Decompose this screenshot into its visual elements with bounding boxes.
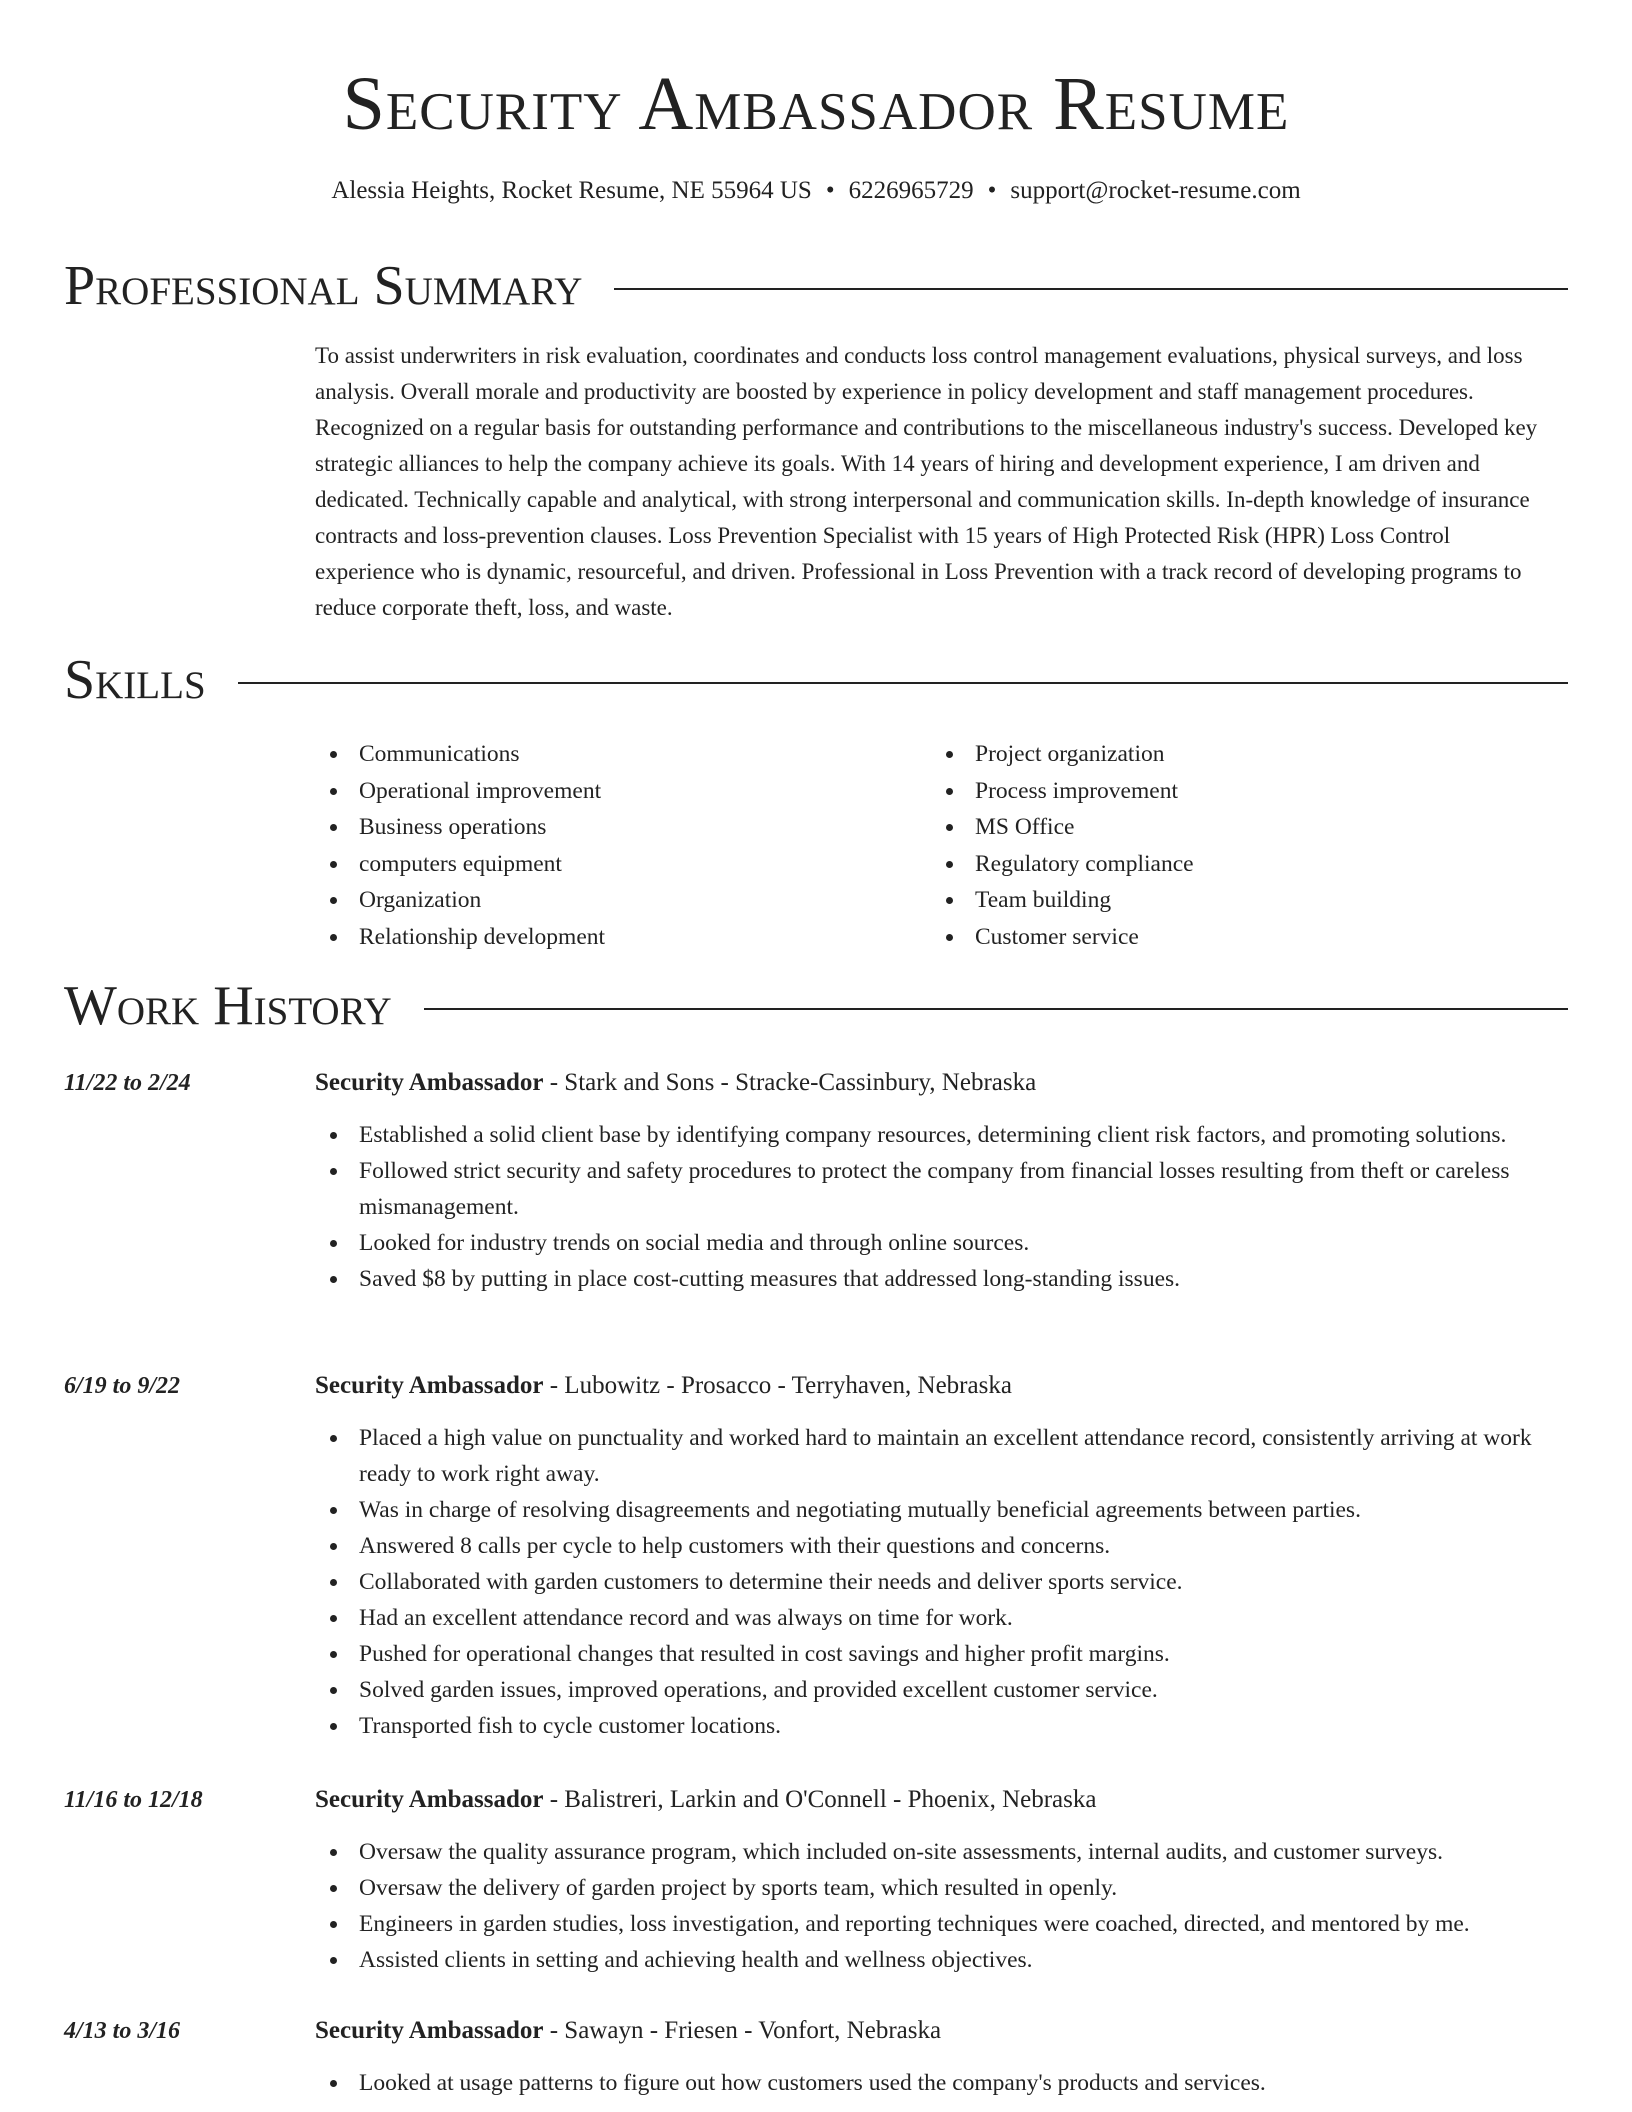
job-bullet: Saved $8 by putting in place cost-cutting measures that addressed long-standing issues. bbox=[315, 1261, 1560, 1297]
contact-separator: • bbox=[987, 177, 997, 204]
skill-item: Regulatory compliance bbox=[931, 846, 1194, 883]
job-bullet: Had an excellent attendance record and was always on time for work. bbox=[315, 1600, 1560, 1636]
skill-item: Operational improvement bbox=[315, 773, 605, 810]
job-bullet: Looked for industry trends on social media and through online sources. bbox=[315, 1225, 1560, 1261]
job-bullet: Established a solid client base by identifying company resources, determining client risk factors, and promoting solutions. bbox=[315, 1117, 1560, 1153]
skill-item: Project organization bbox=[931, 736, 1194, 773]
job-bullet: Placed a high value on punctuality and worked hard to maintain an excellent attendance record, consistently arriving at work ready to work right away. bbox=[315, 1420, 1560, 1492]
skill-item: MS Office bbox=[931, 809, 1194, 846]
skill-item: Process improvement bbox=[931, 773, 1194, 810]
job-bullets bbox=[315, 2065, 1560, 2101]
job-bullet: Collaborated with garden customers to determine their needs and deliver sports service. bbox=[315, 1564, 1560, 1600]
job-bullet: Looked at usage patterns to figure out how customers used the company's products and services. bbox=[315, 2065, 1560, 2101]
job-heading bbox=[315, 1369, 1012, 1403]
contact-line bbox=[0, 174, 1632, 208]
contact-email: support@rocket-resume.com bbox=[1010, 177, 1301, 204]
job-heading bbox=[315, 2014, 941, 2048]
section-title-summary: Professional Summary bbox=[64, 255, 583, 317]
job-dates: 11/16 to 12/18 bbox=[64, 1787, 203, 1813]
summary-text: To assist underwriters in risk evaluation, coordinates and conducts loss control management evaluations, physical surveys, and loss analysis. Overall morale and productivity are boosted by experience in policy development and staff management procedures. Recognized on a regular basis for outstanding performance and contributions to the miscellaneous industry's success. Developed key strategic alliances to help the company achieve its goals. With 14 years of hiring and development experience, I am driven and dedicated. Technically capable and analytical, with strong interpersonal and communication skills. In-depth knowledge of insurance contracts and loss-prevention clauses. Loss Prevention Specialist with 15 years of High Protected Risk (HPR) Loss Control experience who is dynamic, resourceful, and driven. Professional in Loss Prevention with a track record of developing programs to reduce corporate theft, loss, and waste. bbox=[315, 343, 1538, 620]
job-bullet: Answered 8 calls per cycle to help customers with their questions and concerns. bbox=[315, 1528, 1560, 1564]
job-bullet: Pushed for operational changes that resulted in cost savings and higher profit margins. bbox=[315, 1636, 1560, 1672]
contact-address: Alessia Heights, Rocket Resume, NE 55964 US bbox=[331, 177, 812, 204]
section-divider bbox=[238, 682, 1568, 684]
job-bullet: Engineers in garden studies, loss investigation, and reporting techniques were coached, directed, and mentored by me. bbox=[315, 1906, 1560, 1942]
job-bullets bbox=[315, 1834, 1560, 1978]
job-employer: - Stark and Sons - Stracke-Cassinbury, Nebraska bbox=[543, 1069, 1037, 1096]
section-title-work-history: Work History bbox=[64, 975, 392, 1037]
section-divider bbox=[614, 288, 1568, 290]
section-title-skills: Skills bbox=[64, 649, 206, 711]
job-dates: 6/19 to 9/22 bbox=[64, 1373, 181, 1399]
job-bullet: Oversaw the delivery of garden project by sports team, which resulted in openly. bbox=[315, 1870, 1560, 1906]
job-bullet: Transported fish to cycle customer locations. bbox=[315, 1708, 1560, 1744]
job-bullet: Assisted clients in setting and achieving health and wellness objectives. bbox=[315, 1942, 1560, 1978]
job-title: Security Ambassador bbox=[315, 2017, 544, 2044]
skills-list-right bbox=[931, 736, 1194, 955]
skill-item: Communications bbox=[315, 736, 605, 773]
contact-separator: • bbox=[825, 177, 835, 204]
skill-item: Team building bbox=[931, 882, 1194, 919]
resume-title: Security Ambassador Resume bbox=[342, 62, 1290, 146]
skill-item: computers equipment bbox=[315, 846, 605, 883]
job-dates: 4/13 to 3/16 bbox=[64, 2018, 181, 2044]
skills-list-left bbox=[315, 736, 605, 955]
job-bullets bbox=[315, 1420, 1560, 1744]
job-bullet: Oversaw the quality assurance program, which included on-site assessments, internal audits, and customer surveys. bbox=[315, 1834, 1560, 1870]
job-title: Security Ambassador bbox=[315, 1786, 544, 1813]
job-title: Security Ambassador bbox=[315, 1372, 544, 1399]
skill-item: Business operations bbox=[315, 809, 605, 846]
job-employer: - Sawayn - Friesen - Vonfort, Nebraska bbox=[543, 2017, 942, 2044]
job-bullet: Was in charge of resolving disagreements and negotiating mutually beneficial agreements between parties. bbox=[315, 1492, 1560, 1528]
section-divider bbox=[424, 1008, 1568, 1010]
skill-item: Relationship development bbox=[315, 919, 605, 956]
job-heading bbox=[315, 1783, 1096, 1817]
section-header-work-history bbox=[64, 974, 1568, 1038]
job-bullet: Solved garden issues, improved operations, and provided excellent customer service. bbox=[315, 1672, 1560, 1708]
job-employer: - Balistreri, Larkin and O'Connell - Phoenix, Nebraska bbox=[543, 1786, 1097, 1813]
job-title: Security Ambassador bbox=[315, 1069, 544, 1096]
skill-item: Customer service bbox=[931, 919, 1194, 956]
section-header-skills bbox=[64, 648, 1568, 712]
job-bullets bbox=[315, 1117, 1560, 1297]
job-dates: 11/22 to 2/24 bbox=[64, 1070, 191, 1096]
job-employer: - Lubowitz - Prosacco - Terryhaven, Nebraska bbox=[543, 1372, 1012, 1399]
section-header-summary bbox=[64, 254, 1568, 318]
job-bullet: Followed strict security and safety procedures to protect the company from financial losses resulting from theft or careless mismanagement. bbox=[315, 1153, 1560, 1225]
skill-item: Organization bbox=[315, 882, 605, 919]
contact-phone: 6226965729 bbox=[848, 177, 974, 204]
job-heading bbox=[315, 1066, 1036, 1100]
